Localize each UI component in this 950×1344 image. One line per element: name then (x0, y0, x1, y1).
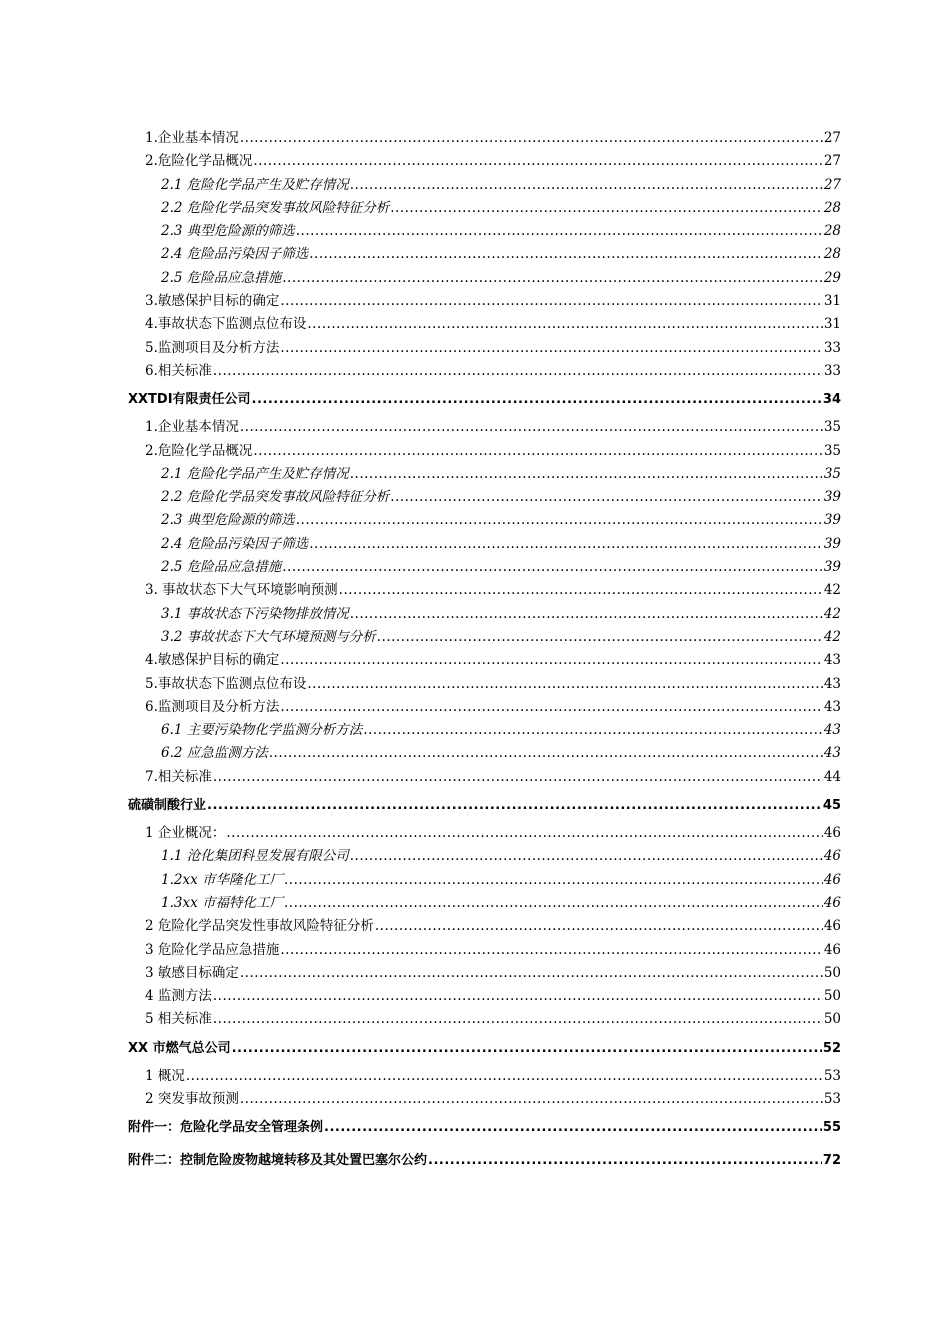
toc-page-number: 50 (823, 1011, 841, 1028)
toc-leader-dots (350, 845, 823, 868)
toc-entry[interactable] (0, 869, 950, 892)
toc-page-number: 43 (823, 745, 841, 762)
toc-leader-dots (213, 985, 823, 1008)
toc-page-number: 46 (823, 871, 841, 888)
toc-entry-label: 2 危险化学品突发性事故风险特征分析 (145, 918, 374, 935)
toc-leader-dots (307, 313, 822, 336)
toc-entry-label: 5 相关标准 (145, 1011, 212, 1028)
toc-leader-dots (280, 939, 822, 962)
toc-entry[interactable] (0, 626, 950, 649)
toc-leader-dots (282, 267, 823, 290)
toc-page-number: 35 (823, 465, 841, 482)
toc-leader-dots (363, 719, 823, 742)
toc-entry[interactable] (0, 915, 950, 938)
toc-leader-dots (390, 197, 823, 220)
toc-entry-label: 3.1 事故状态下污染物排放情况 (161, 605, 349, 622)
toc-entry[interactable] (0, 985, 950, 1008)
toc-leader-dots (375, 915, 823, 938)
toc-page-number: 46 (823, 848, 841, 865)
toc-leader-dots (339, 579, 823, 602)
toc-leader-dots (269, 742, 823, 765)
toc-entry-label: 1 企业概况： (145, 825, 226, 842)
toc-entry-label: 1.企业基本情况 (145, 419, 239, 436)
toc-entry-label: 3.2 事故状态下大气环境预测与分析 (161, 628, 376, 645)
toc-entry[interactable] (0, 892, 950, 915)
toc-entry[interactable] (0, 416, 950, 439)
toc-heading-entry[interactable] (0, 383, 950, 416)
toc-entry[interactable] (0, 486, 950, 509)
toc-entry-label: 2.4 危险品污染因子筛选 (161, 535, 309, 552)
toc-leader-dots (252, 383, 822, 416)
toc-page-number: 55 (822, 1120, 841, 1136)
toc-entry[interactable] (0, 360, 950, 383)
toc-page-number: 72 (822, 1153, 841, 1169)
toc-leader-dots (309, 243, 823, 266)
toc-page-number: 35 (823, 419, 841, 436)
toc-entry[interactable] (0, 337, 950, 360)
toc-leader-dots (240, 962, 823, 985)
toc-page-number: 29 (823, 269, 841, 286)
toc-entry[interactable] (0, 579, 950, 602)
toc-entry[interactable] (0, 197, 950, 220)
toc-entry-label: 3.敏感保护目标的确定 (145, 293, 280, 310)
toc-heading-entry[interactable] (0, 789, 950, 822)
toc-page-number: 43 (823, 722, 841, 739)
toc-page-number: 50 (823, 964, 841, 981)
toc-entry[interactable] (0, 962, 950, 985)
toc-entry[interactable] (0, 174, 950, 197)
toc-leader-dots (253, 150, 822, 173)
toc-entry-label: 硫磺制酸行业 (128, 798, 207, 814)
toc-entry[interactable] (0, 649, 950, 672)
toc-entry[interactable] (0, 313, 950, 336)
toc-entry[interactable] (0, 463, 950, 486)
toc-entry-label: 5.事故状态下监测点位布设 (145, 675, 307, 692)
toc-leader-dots (280, 649, 822, 672)
toc-entry-label: 2.危险化学品概况 (145, 153, 253, 170)
toc-entry-label: 6.监测项目及分析方法 (145, 698, 280, 715)
toc-entry-label: 1.2xx 市华隆化工厂 (161, 871, 283, 888)
toc-leader-dots (232, 1032, 822, 1065)
toc-entry-label: 2.3 典型危险源的筛选 (161, 512, 295, 529)
toc-entry-label: 2 突发事故预测 (145, 1090, 239, 1107)
toc-leader-dots (280, 290, 822, 313)
toc-entry-label: XXTDI有限责任公司 (128, 392, 251, 408)
toc-leader-dots (240, 127, 823, 150)
toc-entry[interactable] (0, 845, 950, 868)
toc-page-number: 39 (823, 559, 841, 576)
toc-page-number: 39 (823, 512, 841, 529)
toc-leader-dots (296, 220, 823, 243)
toc-page-number: 31 (823, 316, 841, 333)
toc-entry-label: 1 概况 (145, 1067, 185, 1084)
toc-entry[interactable] (0, 673, 950, 696)
toc-entry[interactable] (0, 696, 950, 719)
toc-entry-label: 4.敏感保护目标的确定 (145, 652, 280, 669)
toc-leader-dots (240, 416, 823, 439)
toc-leader-dots (284, 892, 823, 915)
toc-entry[interactable] (0, 556, 950, 579)
toc-entry[interactable] (0, 766, 950, 789)
toc-page-number: 28 (823, 223, 841, 240)
toc-entry[interactable] (0, 939, 950, 962)
table-of-contents (0, 127, 950, 1177)
toc-entry-label: 3. 事故状态下大气环境影响预测 (145, 582, 338, 599)
toc-leader-dots (350, 463, 823, 486)
toc-leader-dots (350, 603, 823, 626)
toc-leader-dots (296, 509, 823, 532)
toc-entry[interactable] (0, 509, 950, 532)
toc-page-number: 39 (823, 535, 841, 552)
toc-leader-dots (253, 440, 822, 463)
toc-entry-label: 2.3 典型危险源的筛选 (161, 223, 295, 240)
toc-entry[interactable] (0, 1088, 950, 1111)
toc-entry-label: 1.企业基本情况 (145, 130, 239, 146)
toc-entry-label: 6.2 应急监测方法 (161, 745, 268, 762)
toc-leader-dots (213, 360, 823, 383)
toc-page-number: 45 (822, 798, 841, 814)
toc-entry[interactable] (0, 1065, 950, 1088)
toc-page-number: 42 (823, 582, 841, 599)
toc-heading-entry[interactable] (0, 1144, 950, 1177)
toc-entry-label: 7.相关标准 (145, 768, 212, 785)
toc-entry-label: 1.3xx 市福特化工厂 (161, 894, 283, 911)
toc-leader-dots (213, 766, 823, 789)
toc-leader-dots (280, 337, 822, 360)
toc-entry-label: 2.1 危险化学品产生及贮存情况 (161, 176, 349, 193)
toc-heading-entry[interactable] (0, 1111, 950, 1144)
toc-page-number: 46 (823, 894, 841, 911)
toc-entry-label: 2.2 危险化学品突发事故风险特征分析 (161, 199, 390, 216)
toc-leader-dots (207, 789, 822, 822)
toc-leader-dots (428, 1144, 822, 1177)
toc-page-number: 50 (823, 988, 841, 1005)
toc-leader-dots (213, 1008, 823, 1031)
toc-page-number: 42 (823, 628, 841, 645)
toc-entry-label: 6.相关标准 (145, 362, 212, 379)
toc-leader-dots (282, 556, 823, 579)
toc-entry[interactable] (0, 822, 950, 845)
toc-entry[interactable] (0, 742, 950, 765)
toc-leader-dots (226, 822, 822, 845)
toc-page-number: 35 (823, 442, 841, 459)
toc-entry-label: 2.1 危险化学品产生及贮存情况 (161, 465, 349, 482)
toc-leader-dots (377, 626, 823, 649)
toc-page-number: 46 (823, 825, 841, 842)
toc-leader-dots (284, 869, 823, 892)
toc-page-number: 31 (823, 293, 841, 310)
toc-page-number: 28 (823, 246, 841, 263)
toc-entry[interactable] (0, 150, 950, 173)
toc-heading-entry[interactable] (0, 1032, 950, 1065)
toc-leader-dots (280, 696, 822, 719)
toc-page-number: 27 (823, 130, 841, 146)
toc-entry[interactable] (0, 290, 950, 313)
toc-page-number: 44 (823, 768, 841, 785)
toc-entry-label: XX 市燃气总公司 (128, 1040, 231, 1056)
toc-entry-label: 4 监测方法 (145, 988, 212, 1005)
toc-entry[interactable] (0, 267, 950, 290)
toc-leader-dots (307, 673, 822, 696)
toc-page-number: 27 (823, 153, 841, 170)
toc-entry-label: 附件一：危险化学品安全管理条例 (128, 1120, 324, 1136)
toc-page-number: 34 (822, 392, 841, 408)
toc-page-number: 53 (823, 1090, 841, 1107)
toc-entry[interactable] (0, 243, 950, 266)
toc-page-number: 53 (823, 1067, 841, 1084)
toc-page-number: 43 (823, 675, 841, 692)
toc-page-number: 27 (823, 176, 841, 193)
toc-entry-label: 6.1 主要污染物化学监测分析方法 (161, 722, 363, 739)
toc-leader-dots (240, 1088, 823, 1111)
toc-entry-label: 1.1 沧化集团科昱发展有限公司 (161, 848, 349, 865)
toc-entry-label: 3 敏感目标确定 (145, 964, 239, 981)
toc-page-number: 43 (823, 652, 841, 669)
toc-entry-label: 2.2 危险化学品突发事故风险特征分析 (161, 489, 390, 506)
toc-page-number: 52 (822, 1040, 841, 1056)
toc-entry[interactable] (0, 127, 950, 150)
toc-leader-dots (309, 533, 823, 556)
toc-page-number: 28 (823, 199, 841, 216)
toc-entry-label: 5.监测项目及分析方法 (145, 339, 280, 356)
toc-entry[interactable] (0, 220, 950, 243)
toc-entry-label: 2.5 危险品应急措施 (161, 559, 282, 576)
toc-entry-label: 4.事故状态下监测点位布设 (145, 316, 307, 333)
toc-leader-dots (390, 486, 823, 509)
toc-page-number: 39 (823, 489, 841, 506)
toc-leader-dots (350, 174, 823, 197)
toc-page-number: 46 (823, 918, 841, 935)
toc-entry-label: 2.危险化学品概况 (145, 442, 253, 459)
toc-page-number: 43 (823, 698, 841, 715)
toc-page-number: 46 (823, 941, 841, 958)
toc-entry-label: 2.5 危险品应急措施 (161, 269, 282, 286)
toc-leader-dots (186, 1065, 823, 1088)
toc-page-number: 33 (823, 339, 841, 356)
toc-entry[interactable] (0, 719, 950, 742)
toc-leader-dots (324, 1111, 822, 1144)
toc-entry[interactable] (0, 603, 950, 626)
toc-entry-label: 附件二：控制危险废物越境转移及其处置巴塞尔公约 (128, 1153, 428, 1169)
toc-entry-label: 2.4 危险品污染因子筛选 (161, 246, 309, 263)
toc-entry[interactable] (0, 533, 950, 556)
toc-page-number: 42 (823, 605, 841, 622)
toc-entry-label: 3 危险化学品应急措施 (145, 941, 280, 958)
toc-page-number: 33 (823, 362, 841, 379)
toc-entry[interactable] (0, 1008, 950, 1031)
toc-entry[interactable] (0, 440, 950, 463)
